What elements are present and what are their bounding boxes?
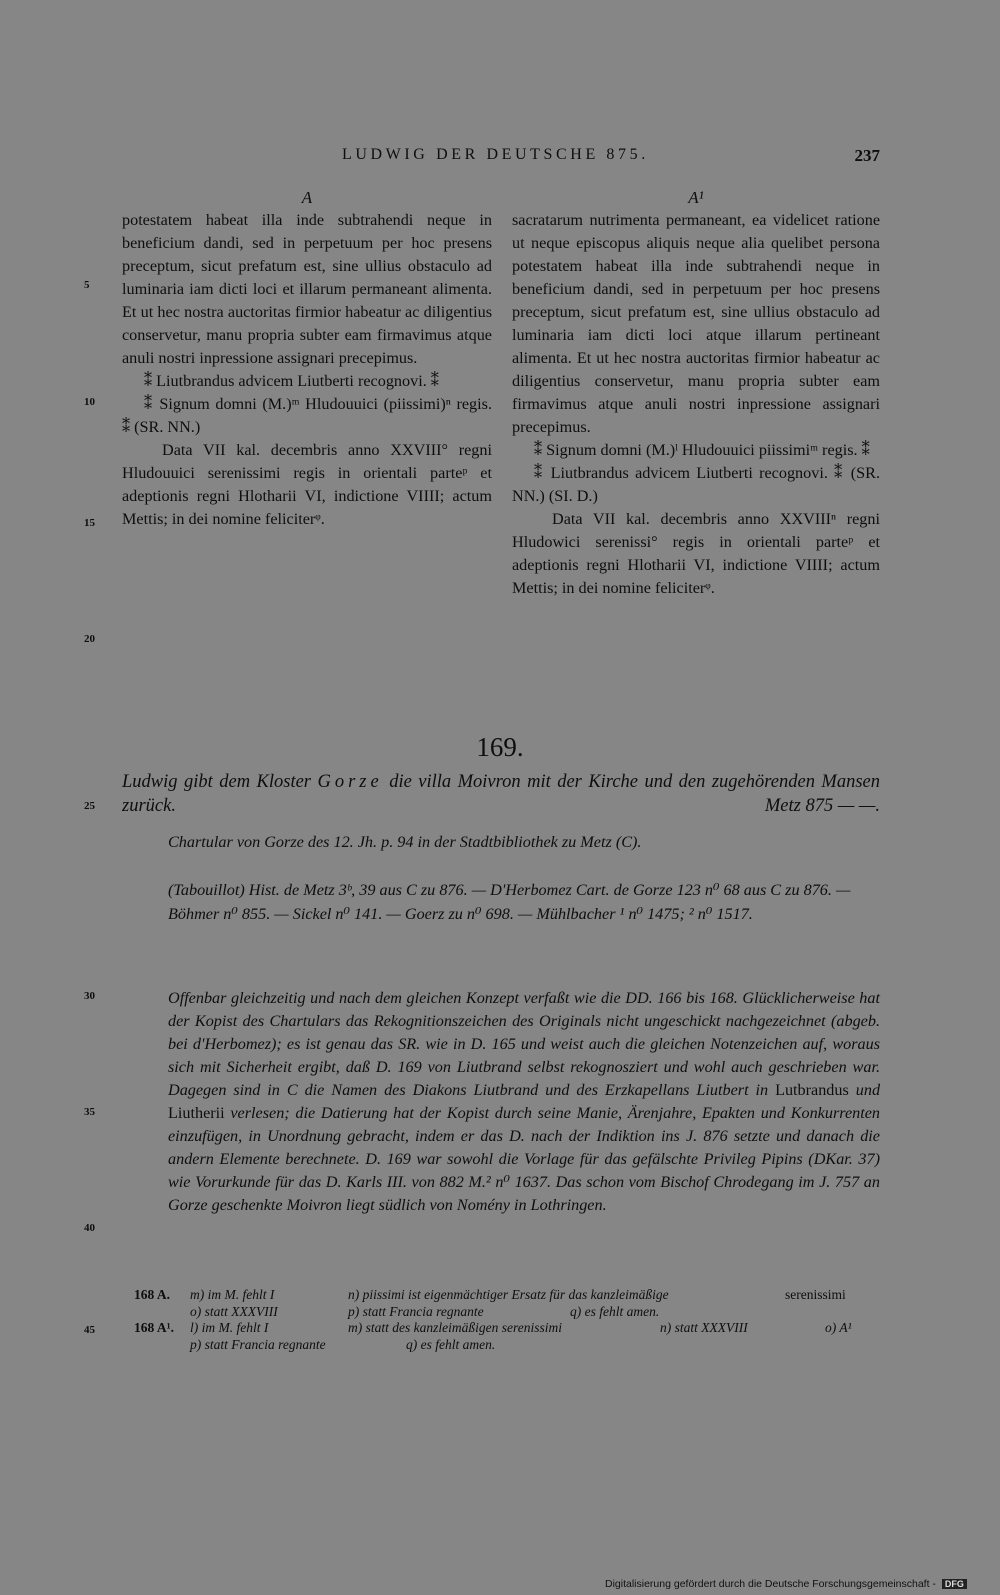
recognition-line: ⁑ Liutbrandus advicem Liutberti recognovi. ⁑ (SR. NN.) (SI. D.): [512, 464, 880, 505]
note: serenissimi: [785, 1287, 846, 1302]
commentary: [168, 987, 880, 1217]
page-header: [120, 146, 880, 170]
note: p) statt Francia regnante: [190, 1336, 326, 1352]
line-number: 15: [84, 517, 95, 529]
paragraph: sacratarum nutrimenta permaneant, ea videlicet ratione ut neque episcopus aliquis neque alia quelibet persona potestatem habeat illa inde subtrahendi neque in beneficium dandi, sed in perpetuum per hoc presens preceptum, sicut prefatum est, sine ullius obstaculo ad luminaria iam dicti loci atque illarum pertineant alimenta. Et ut hec nostra auctoritas firmior habeatur ac diligentius conservetur, manu propria subter eam firmavimus atque anuli nostri inpressione assignari precepimus.: [512, 211, 880, 436]
note-label: 168 A.: [134, 1287, 171, 1302]
note: q) es fehlt amen.: [406, 1336, 496, 1352]
dfg-logo[interactable]: DFG: [942, 1579, 967, 1589]
note: o) A¹: [825, 1320, 852, 1335]
note: n) statt XXXVIII: [660, 1320, 748, 1335]
note: l) im M. fehlt I: [190, 1320, 269, 1335]
recognition-line: ⁑ Liutbrandus advicem Liutberti recognovi. ⁑: [144, 372, 439, 390]
line-number: 35: [84, 1106, 95, 1118]
digitization-footer: [605, 1578, 967, 1590]
left-column-text-a: [122, 186, 492, 531]
right-column-text-a1: [512, 186, 880, 600]
note: m) statt des kanzleimäßigen serenissimi: [348, 1320, 562, 1335]
signum-line: ⁑ Signum domni (M.)ˡ Hludouuici piissimiᵐ regis. ⁑: [534, 441, 870, 459]
document-title: [122, 770, 880, 818]
note: n) piissimi ist eigenmächtiger Ersatz für das kanzleimäßige: [348, 1287, 669, 1302]
commentary-text: verlesen; die Datierung hat der Kopist durch seine Manie, Ärenjahre, Epakten und Konkurrenten einzufügen, in Unordnung gebracht, indem er das D. nach der Indiktion ins J. 876 setzte und danach die andern Elemente berechnete. D. 169 war sowohl die Vorlage für das gefälschte Privileg Pipins (DKar. 37) wie Vorurkunde für das D. Karls III. von 882 M.² n⁰ 1637. Das schon vom Bischof Chrodegang im J. 757 an Gorze geschenkte Moivron liegt südlich von Nomény in Lothringen.: [168, 1104, 881, 1214]
commentary-text: und: [855, 1081, 881, 1099]
document-number: 169.: [476, 732, 524, 762]
editions-list: (Tabouillot) Hist. de Metz 3ᵇ, 39 aus C zu 876. — D'Herbomez Cart. de Gorze 123 n⁰ 68 aus C zu 876. — Böhmer n⁰ 855. — Sickel n⁰ 141. — Goerz zu n⁰ 698. — Mühlbacher ¹ n⁰ 1475; ² n⁰ 1517.: [168, 881, 851, 923]
note: m) im M. fehlt I: [190, 1287, 275, 1302]
line-number: 10: [84, 396, 95, 408]
note-row: [130, 1320, 882, 1337]
title-part: Ludwig gibt dem Kloster: [122, 772, 312, 792]
dating-clause: Data VII kal. decembris anno XXVIIIⁿ regni Hludowici serenissi° regis in orientali parteᵖ et adeptionis regni Hlotharii VI, indictione VIIII; actum Mettis; in dei nomine feliciterᵠ.: [512, 510, 880, 597]
column-siglum: A¹: [688, 188, 704, 207]
commentary-name: Liutherii: [168, 1104, 225, 1122]
paragraph: potestatem habeat illa inde subtrahendi neque in beneficium dandi, sed in perpetuum per hoc presens preceptum, sicut prefatum est, sine ullius obstaculo ad luminaria iam dicti loci et illarum permaneant alimenta. Et ut hec nostra auctoritas firmior habeatur ac diligentius conservetur, manu propria subter eam firmavimus atque anuli nostri inpressione assignari precepimus.: [122, 211, 492, 367]
commentary-name: Lutbrandus: [775, 1081, 849, 1099]
dateline: Metz 875 — —.: [764, 796, 880, 816]
note-row: [130, 1287, 882, 1304]
manuscript-tradition: Chartular von Gorze des 12. Jh. p. 94 in der Stadtbibliothek zu Metz (C).: [168, 833, 642, 851]
title-part: die villa Moivron mit der Kirche und den zugehörenden Mansen zurück.: [122, 772, 880, 816]
line-number: 20: [84, 633, 95, 645]
critical-apparatus: [130, 1287, 882, 1353]
line-number: 25: [84, 800, 95, 812]
title-monastery: Gorze: [317, 772, 383, 792]
line-number: 5: [84, 279, 90, 291]
line-number: 30: [84, 990, 95, 1002]
running-title: LUDWIG DER DEUTSCHE 875.: [342, 146, 649, 163]
page-number: 237: [854, 146, 880, 165]
note-row: [130, 1337, 882, 1354]
dating-clause: Data VII kal. decembris anno XXVIII° regni Hludouuici serenissimi regis in orientali parteᵖ et adeptionis regni Hlotharii VI, indictione VIIII; actum Mettis; in dei nomine feliciterᵠ.: [122, 441, 492, 528]
note-label: 168 A¹.: [134, 1320, 175, 1335]
footer-text: Digitalisierung gefördert durch die Deutsche Forschungsgemeinschaft -: [605, 1578, 936, 1590]
line-number: 40: [84, 1222, 95, 1234]
note-row: [130, 1304, 882, 1321]
signum-line: ⁑ Signum domni (M.)ᵐ Hludouuici (piissimi)ⁿ regis. ⁑ (SR. NN.): [122, 395, 492, 436]
line-number: 45: [84, 1324, 95, 1336]
column-siglum: A: [301, 188, 313, 207]
note: q) es fehlt amen.: [570, 1303, 660, 1319]
note: p) statt Francia regnante: [348, 1303, 484, 1319]
commentary-text: Offenbar gleichzeitig und nach dem gleichen Konzept verfaßt wie die DD. 166 bis 168. Glücklicherweise hat der Kopist des Chartulars das Rekognitionszeichen des Originals nicht ungeschickt nachgezeichnet (abgeb. bei d'Herbomez); es ist genau das SR. wie in D. 165 und weist auch die gleichen Notenzeichen auf, woraus sich mit Sicherheit ergibt, daß D. 169 von Liutbrand selbst rekognosziert und wohl auch geschrieben war. Dagegen sind in C die Namen des Diakons Liutbrand und des Erzkapellans Liutbert in: [168, 989, 880, 1099]
note: o) statt XXXVIII: [190, 1303, 278, 1319]
